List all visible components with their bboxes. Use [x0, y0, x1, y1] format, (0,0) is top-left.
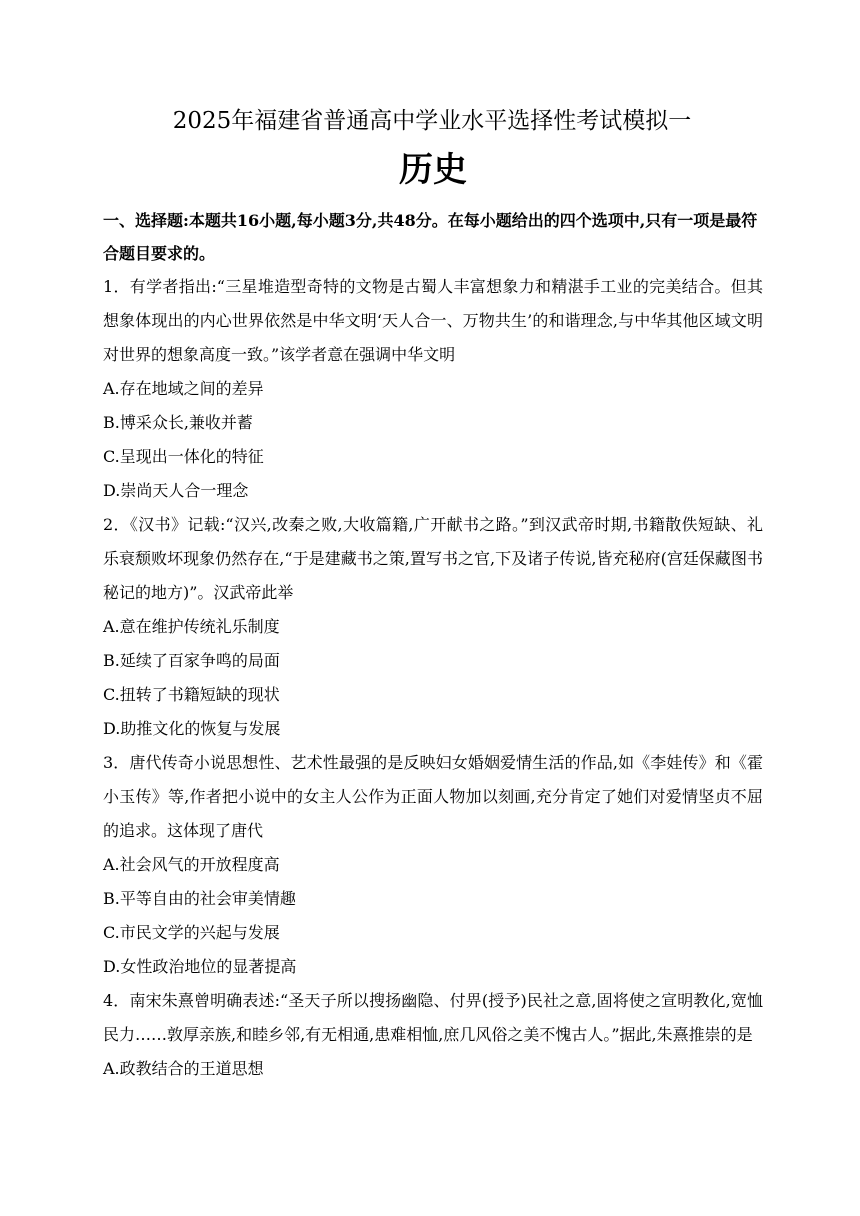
option-a: A.存在地域之间的差异 [103, 379, 264, 398]
question-stem: 1．有学者指出:“三星堆造型奇特的文物是古蜀人丰富想象力和精湛手工业的完美结合。但其想象体现出的内心世界依然是中华文明‘天人合一、万物共生’的和谐理念,与中华其他区域文明对世界的想象高度一致。”该学者意在强调中华文明 [103, 277, 763, 364]
question-stem: 4．南宋朱熹曾明确表述:“圣天子所以搜扬幽隐、付畀(授予)民社之意,固将使之宣明教化,宽恤民力……敦厚亲族,和睦乡邻,有无相通,患难相恤,庶几风俗之美不愧古人。”据此,朱熹推崇的是 [103, 991, 763, 1044]
question-2 [103, 508, 763, 746]
question-4 [103, 984, 763, 1086]
question-stem: 2．《汉书》记载:“汉兴,改秦之败,大收篇籍,广开献书之路。”到汉武帝时期,书籍散佚短缺、礼乐衰颓败坏现象仍然存在,“于是建藏书之策,置写书之官,下及诸子传说,皆充秘府(宫廷保藏图书秘记的地方)”。汉武帝此举 [103, 515, 763, 602]
option-c: C.扭转了书籍短缺的现状 [103, 685, 280, 704]
exam-page [103, 98, 763, 1086]
option-a: A.意在维护传统礼乐制度 [103, 617, 280, 636]
option-c: C.市民文学的兴起与发展 [103, 923, 280, 942]
option-b: B.延续了百家争鸣的局面 [103, 651, 280, 670]
option-d: D.女性政治地位的显著提高 [103, 957, 297, 976]
option-a: A.政教结合的王道思想 [103, 1059, 264, 1078]
option-b: B.平等自由的社会审美情趣 [103, 889, 296, 908]
option-c: C.呈现出一体化的特征 [103, 447, 264, 466]
option-a: A.社会风气的开放程度高 [103, 855, 280, 874]
question-3 [103, 746, 763, 984]
option-d: D.助推文化的恢复与发展 [103, 719, 281, 738]
option-b: B.博采众长,兼收并蓄 [103, 413, 253, 432]
question-1 [103, 270, 763, 508]
question-stem: 3．唐代传奇小说思想性、艺术性最强的是反映妇女婚姻爱情生活的作品,如《李娃传》和《霍小玉传》等,作者把小说中的女主人公作为正面人物加以刻画,充分肯定了她们对爱情坚贞不屈的追求。这体现了唐代 [103, 753, 763, 840]
section-heading: 一、选择题:本题共16小题,每小题3分,共48分。在每小题给出的四个选项中,只有一项是最符合题目要求的。 [103, 211, 758, 263]
option-d: D.崇尚天人合一理念 [103, 481, 249, 500]
exam-subtitle: 2025年福建省普通高中学业水平选择性考试模拟一 [172, 108, 692, 134]
subject-title: 历史 [399, 150, 467, 190]
